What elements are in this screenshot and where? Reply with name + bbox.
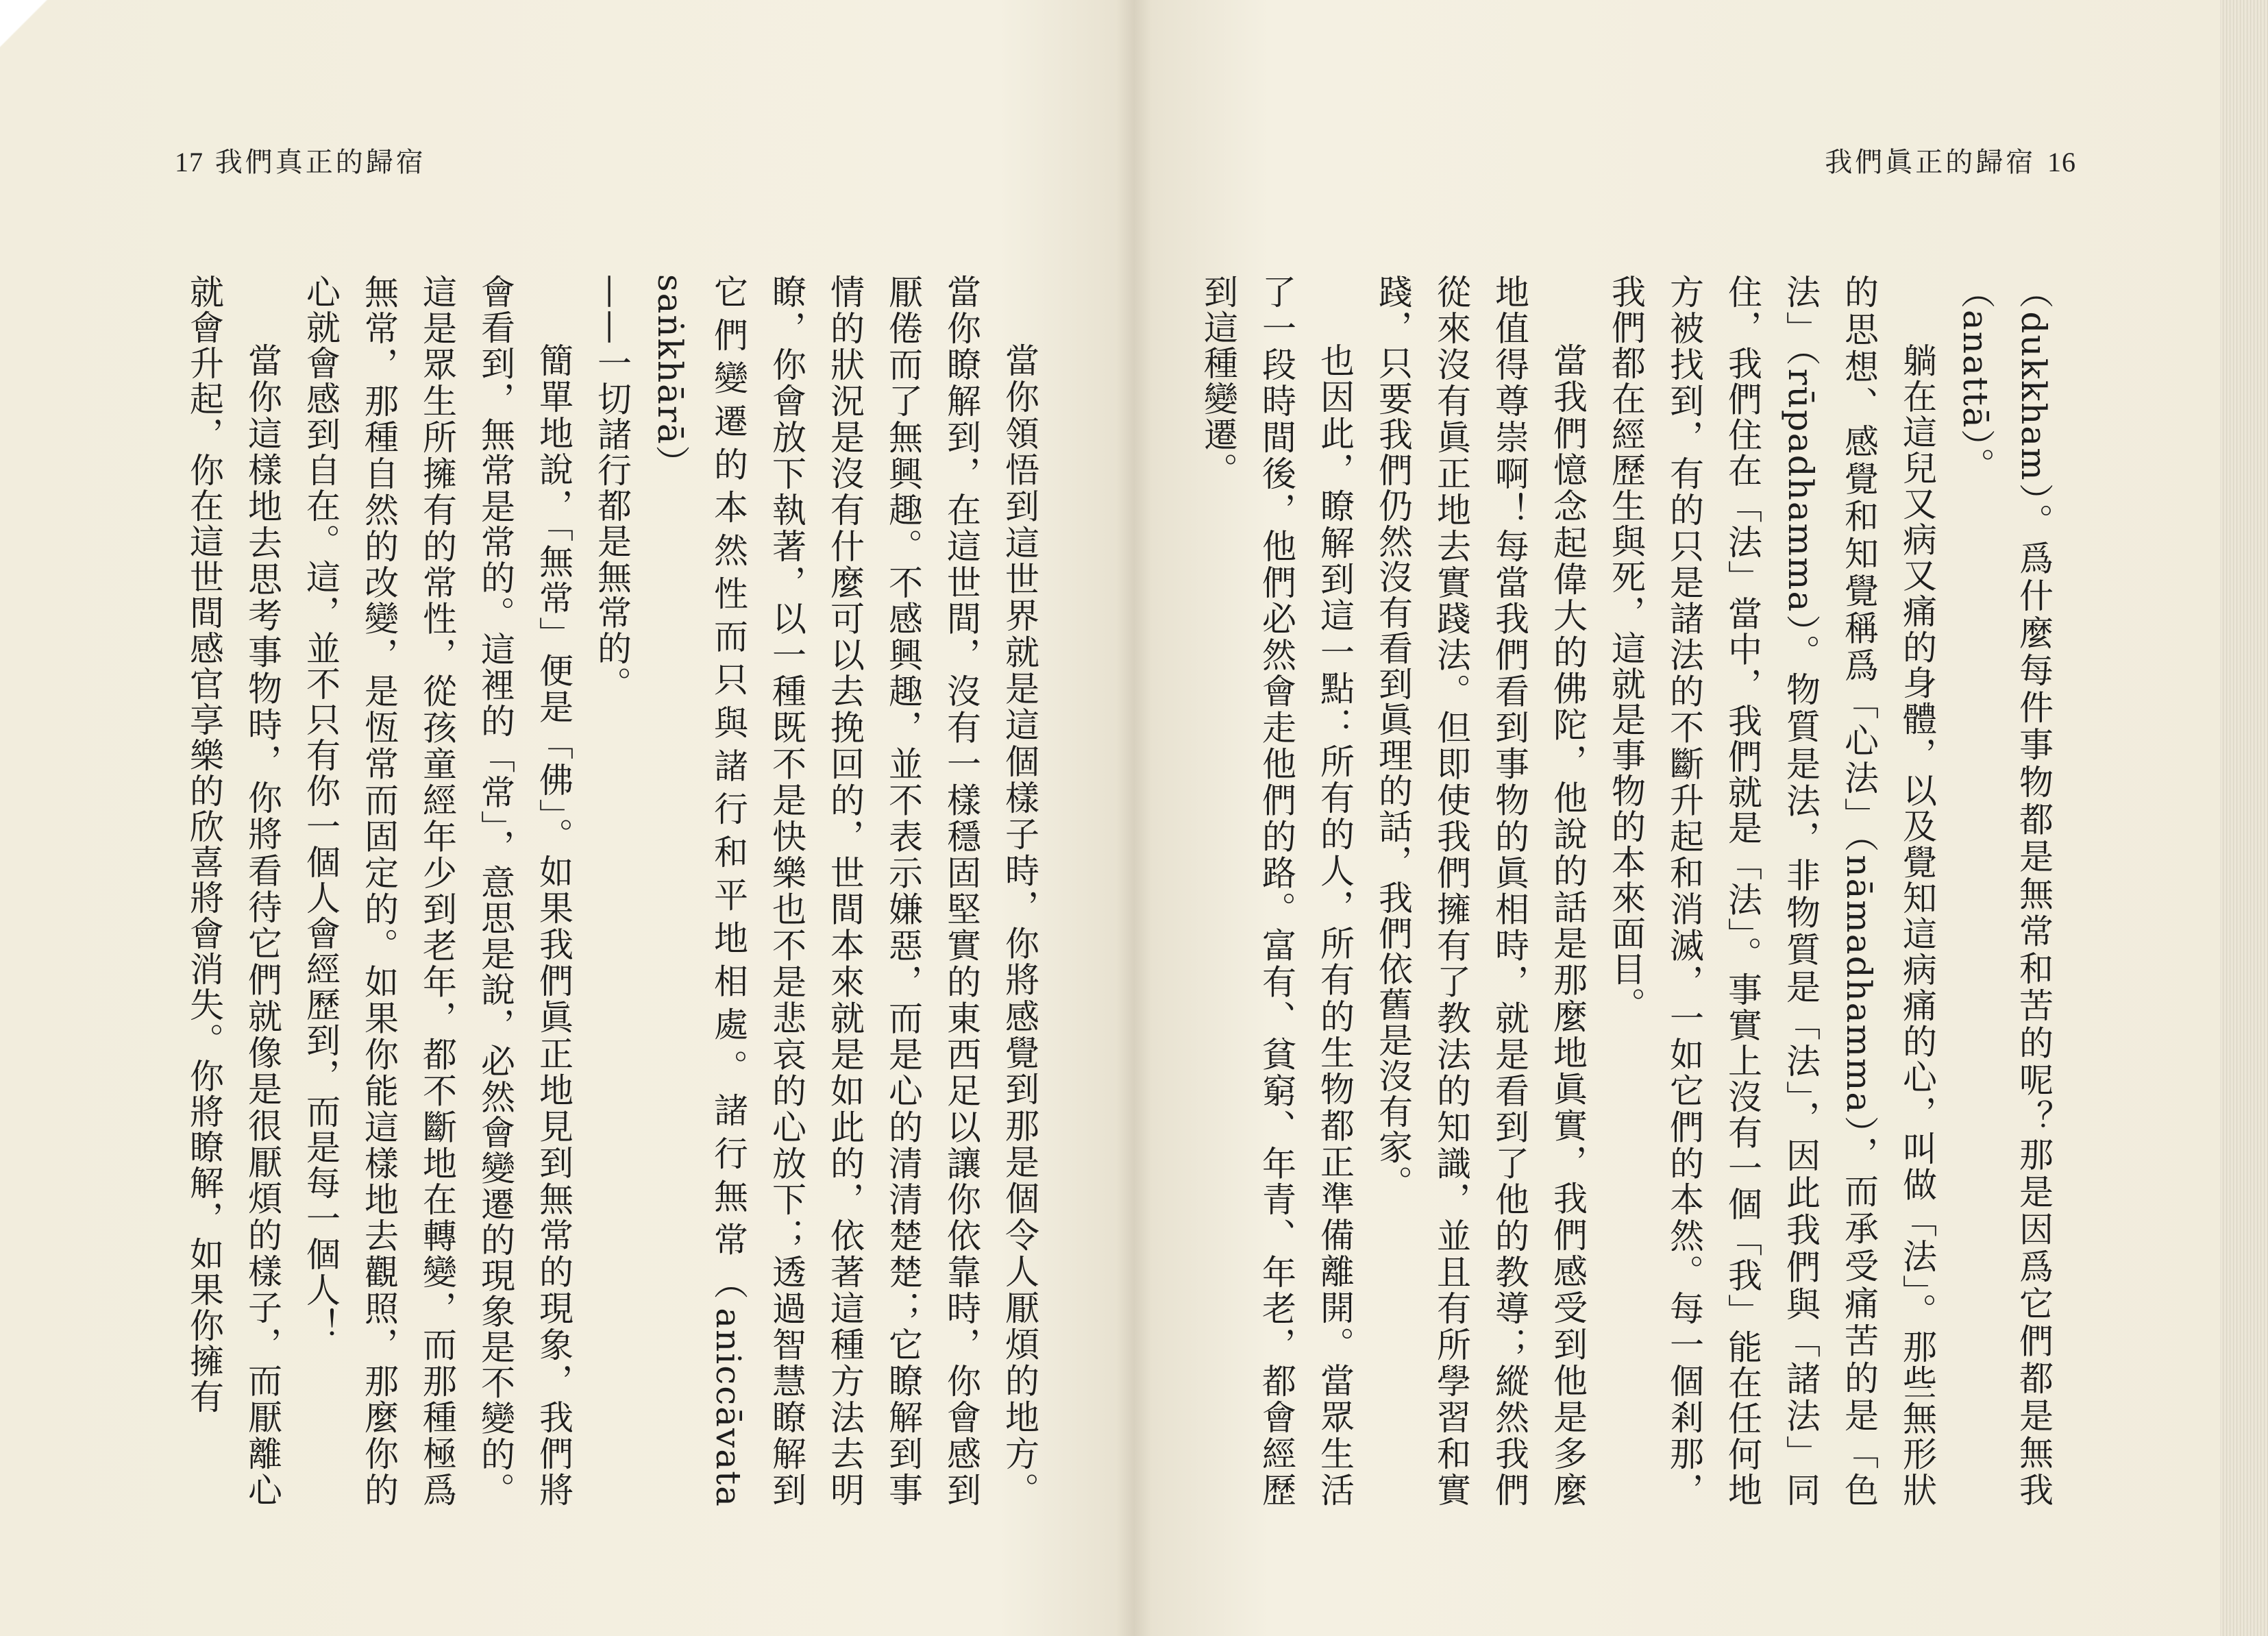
right-page-body [1198,274,2062,1508]
left-paragraph: 當你這樣地去思考事物時，你將看待它們就像是很厭煩的樣子，而厭離心就會升起，你在這世間感官享樂的欣喜將會消失。你將瞭解，如果你擁有 [184,274,282,1508]
left-paragraph: 簡單地說，「無常」便是「佛」。如果我們眞正地見到無常的現象，我們將會看到，無常是常的。這裡的「常」，意思是說，必然會變遷的現象是不變的。這是眾生所擁有的常性，從孩童經年少到老年，都不斷地在轉變，而那種極爲無常，那種自然的改變，是恆常而固定的。如果你能這樣地去觀照，那麼你的心就會感到自在。這，並不只有你一個人會經歷到，而是每一個人！ [301,274,574,1508]
right-paragraph: 也因此，瞭解到這一點：所有的人，所有的生物都正準備離開。當眾生活了一段時間後，他們必然會走他們的路。富有、貧窮、年青、年老，都會經歷到這種變遷。 [1198,274,1355,1508]
right-running-head [1825,141,2076,180]
page-corner-fold [0,0,48,48]
page-edges [2220,0,2268,1636]
left-running-head [175,141,426,180]
left-page-body [184,274,1048,1508]
right-running-title: 我們眞正的歸宿 [1825,147,2036,178]
left-page-number: 17 [175,147,204,178]
left-paragraph: 當你領悟到這世界就是這個樣子時，你將感覺到那是個令人厭煩的地方。當你瞭解到，在這世間，沒有一樣穩固堅實的東西足以讓你依靠時，你會感到厭倦而了無興趣。不感興趣，並不表示嫌惡，而是心的清清楚楚；它瞭解到事情的狀況是沒有什麼可以去挽回的，世間本來就是如此的，依著這種方法去明瞭，你會放下執著，以一種既不是快樂也不是悲哀的心放下；透過智慧瞭解到它們變遷的本然性而只與諸行和平地相處。諸行無常（aniccāvata saṅkhārā） [650,274,1039,1508]
left-running-title: 我們真正的歸宿 [214,147,426,178]
right-paragraph: （dukkham）。爲什麼每件事物都是無常和苦的呢？那是因爲它們都是無我（anattā）。 [1956,274,2054,1508]
right-page-number: 16 [2047,147,2076,178]
left-paragraph-quote: ——一切諸行都是無常的。 [592,274,632,702]
right-paragraph: 躺在這兒又病又痛的身體，以及覺知這病痛的心，叫做「法」。那些無形狀的思想、感覺和知覺稱爲「心法」（nāmadhamma），而承受痛苦的是「色法」（rūpadhamma）。物質是法，非物質是「法」，因此我們與「諸法」同住，我們住在「法」當中，我們就是「法」。事實上沒有一個「我」能在任何地方被找到，有的只是諸法的不斷升起和消滅，一如它們的本然。每一個剎那，我們都在經歷生與死，這就是事物的本來面目。 [1606,274,1937,1508]
right-paragraph: 當我們憶念起偉大的佛陀，他說的話是那麼地眞實，我們感受到他是多麼地值得尊崇啊！每當我們看到事物的眞相時，就是看到了他的教導；縱然我們從來沒有眞正地去實踐法。但即使我們擁有了教法的知識，並且有所學習和實踐，只要我們仍然沒有看到眞理的話，我們依舊是沒有家。 [1373,274,1588,1508]
